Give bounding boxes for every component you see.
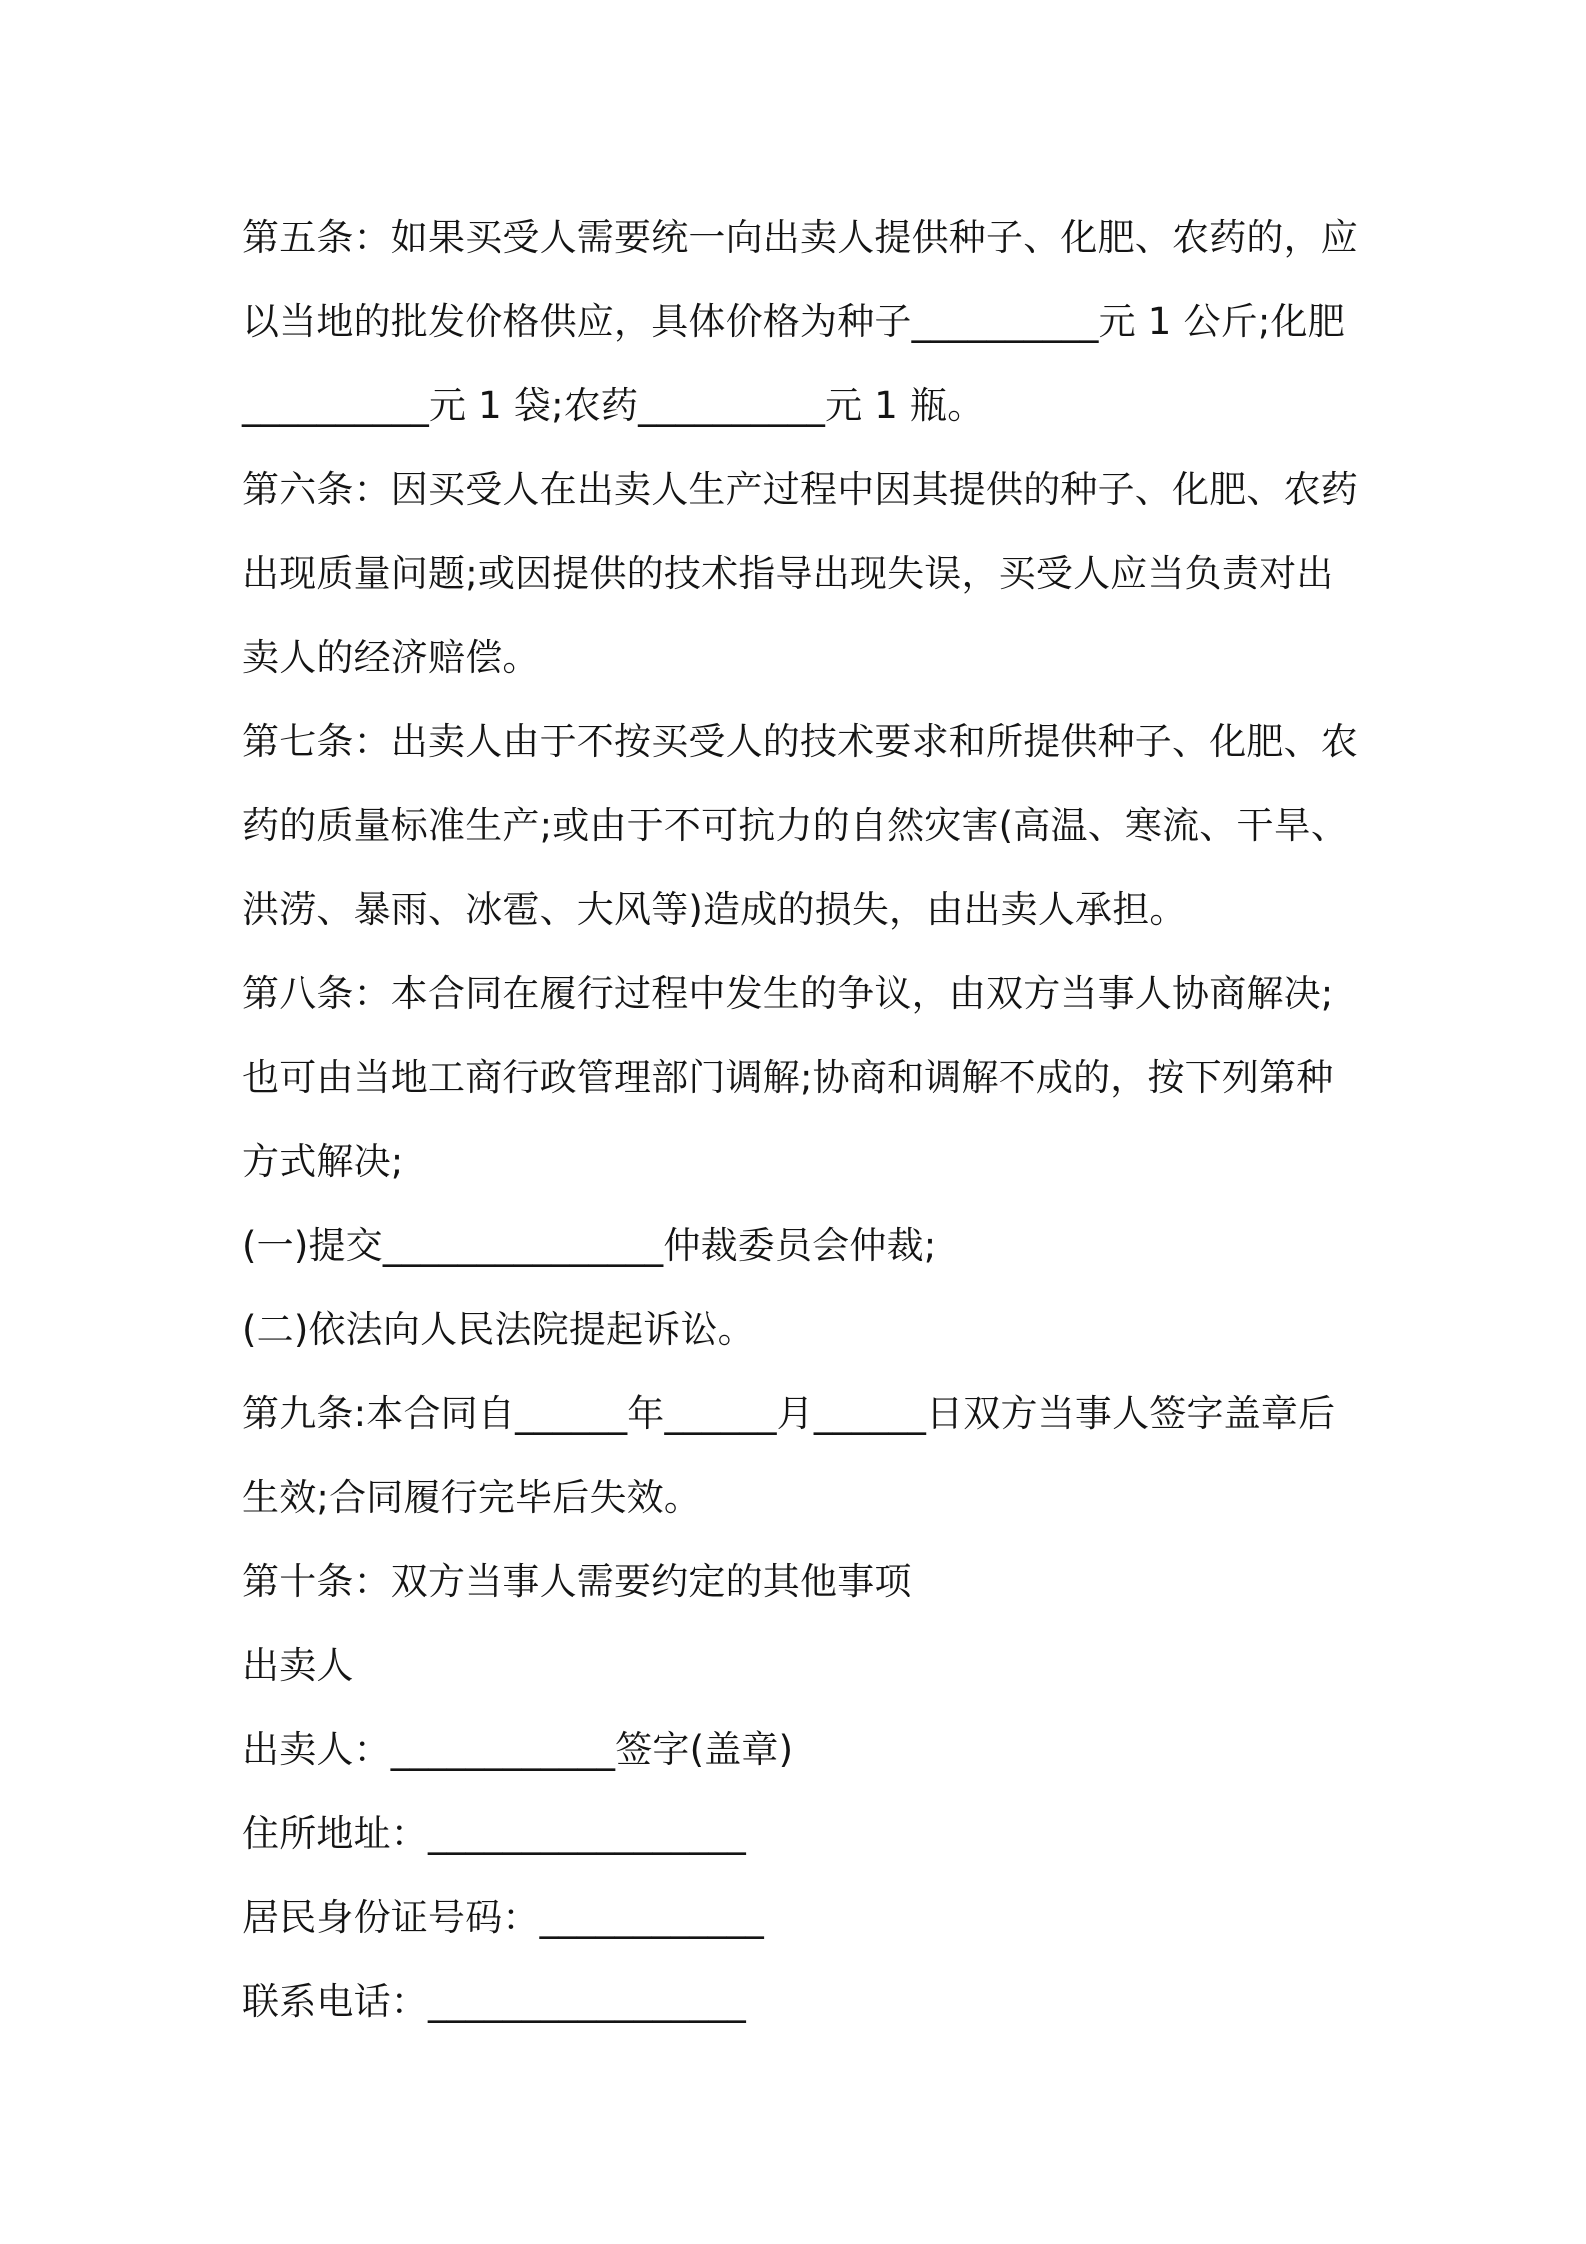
contract-body: [242, 196, 1362, 2044]
clause-7: 第七条：出卖人由于不按买受人的技术要求和所提供种子、化肥、农药的质量标准生产;或由于不可抗力的自然灾害(高温、寒流、干旱、洪涝、暴雨、冰雹、大风等)造成的损失，由出卖人承担。: [242, 720, 1358, 931]
seller-phone-line: 联系电话：_________________: [242, 1980, 746, 2023]
clause-5: 第五条：如果买受人需要统一向出卖人提供种子、化肥、农药的，应以当地的批发价格供应，具体价格为种子__________元 1 公斤;化肥__________元 1 袋;农药__________元 1 瓶。: [242, 216, 1358, 427]
seller-signature-line: 出卖人：____________签字(盖章): [242, 1728, 794, 1771]
clause-6: 第六条：因买受人在出卖人生产过程中因其提供的种子、化肥、农药出现质量问题;或因提供的技术指导出现失误，买受人应当负责对出卖人的经济赔偿。: [242, 468, 1358, 679]
seller-heading: 出卖人: [242, 1644, 354, 1687]
clause-8-option-1: (一)提交_______________仲裁委员会仲裁;: [242, 1224, 937, 1267]
clause-10: 第十条：双方当事人需要约定的其他事项: [242, 1560, 912, 1603]
seller-address-line: 住所地址：_________________: [242, 1812, 746, 1855]
seller-id-number-line: 居民身份证号码：____________: [242, 1896, 764, 1939]
clause-8-option-2: (二)依法向人民法院提起诉讼。: [242, 1308, 755, 1351]
clause-9: 第九条:本合同自______年______月______日双方当事人签字盖章后生效;合同履行完毕后失效。: [242, 1392, 1336, 1519]
clause-8: 第八条：本合同在履行过程中发生的争议，由双方当事人协商解决;也可由当地工商行政管理部门调解;协商和调解不成的，按下列第种方式解决;: [242, 972, 1334, 1183]
